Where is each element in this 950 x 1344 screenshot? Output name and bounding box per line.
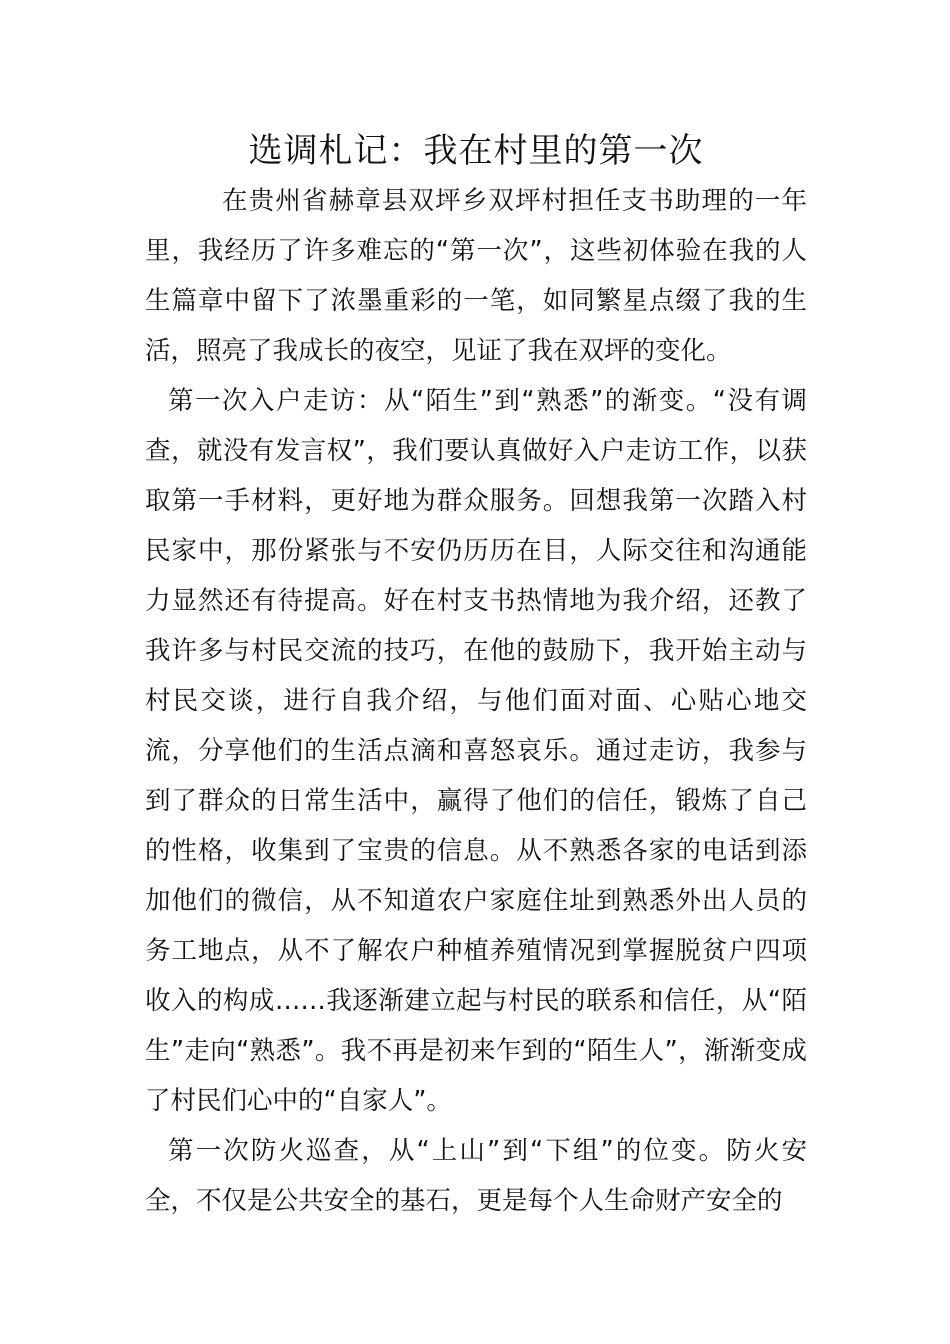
document-body xyxy=(145,176,807,1226)
paragraph-home-visits: 第一次入户走访：从“陌生”到“熟悉”的渐变。“没有调查，就没有发言权”，我们要认真做好入户走访工作，以获取第一手材料，更好地为群众服务。回想我第一次踏入村民家中，那份紧张与不安仍历历在目，人际交往和沟通能力显然还有待提高。好在村支书热情地为我介绍，还教了我许多与村民交流的技巧，在他的鼓励下，我开始主动与村民交谈，进行自我介绍，与他们面对面、心贴心地交流，分享他们的生活点滴和喜怒哀乐。通过走访，我参与到了群众的日常生活中，赢得了他们的信任，锻炼了自己的性格，收集到了宝贵的信息。从不熟悉各家的电话到添加他们的微信，从不知道农户家庭住址到熟悉外出人员的务工地点，从不了解农户种植养殖情况到掌握脱贫户四项收入的构成……我逐渐建立起与村民的联系和信任，从“陌生”走向“熟悉”。我不再是初来乍到的“陌生人”，渐渐变成了村民们心中的“自家人”。 xyxy=(145,386,807,1116)
document-title: 选调札记：我在村里的第一次 xyxy=(248,131,704,171)
paragraph-fire-patrol: 第一次防火巡查，从“上山”到“下组”的位变。防火安全，不仅是公共安全的基石，更是每个人生命财产安全的 xyxy=(145,1136,807,1216)
paragraph-intro: 在贵州省赫章县双坪乡双坪村担任支书助理的一年里，我经历了许多难忘的“第一次”，这些初体验在我的人生篇章中留下了浓墨重彩的一笔，如同繁星点缀了我的生活，照亮了我成长的夜空，见证了我在双坪的变化。 xyxy=(145,186,807,366)
